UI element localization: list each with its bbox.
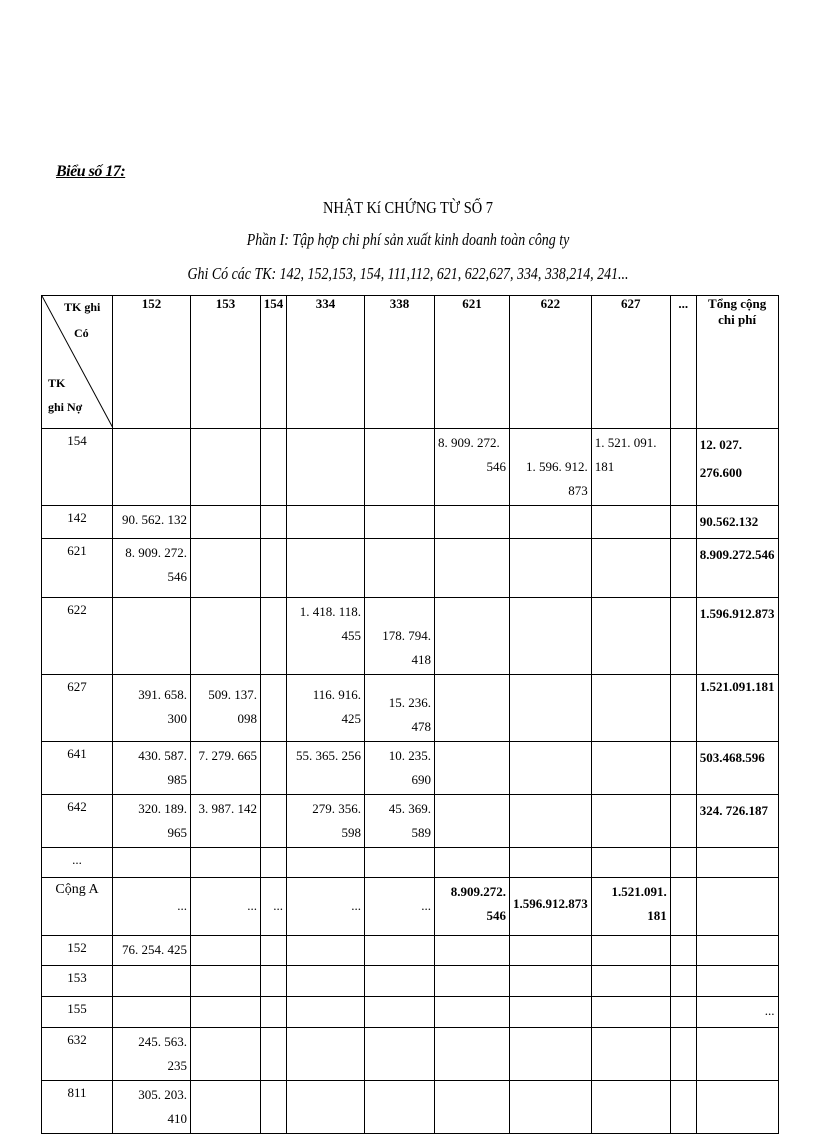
col-header-622: 622 bbox=[510, 296, 592, 429]
corner-debit-top: TK bbox=[48, 376, 66, 390]
corner-credit-top: TK ghi bbox=[64, 300, 101, 314]
cell: ... bbox=[261, 878, 287, 936]
cell: 430. 587. 985 bbox=[113, 742, 191, 795]
table-row bbox=[42, 539, 779, 598]
cell: 8. 909. 272. 546 bbox=[435, 429, 510, 506]
row-account: 142 bbox=[42, 506, 113, 539]
row-account: 627 bbox=[42, 675, 113, 742]
row-account: ... bbox=[42, 848, 113, 878]
cell: 509. 137. 098 bbox=[191, 675, 261, 742]
row-account: 621 bbox=[42, 539, 113, 598]
row-account: 154 bbox=[42, 429, 113, 506]
cell: 245. 563. 235 bbox=[113, 1028, 191, 1081]
table-row bbox=[42, 742, 779, 795]
row-account: 642 bbox=[42, 795, 113, 848]
table-row bbox=[42, 1028, 779, 1081]
header-row bbox=[42, 296, 779, 429]
row-total: 503.468.596 bbox=[696, 742, 778, 795]
cell: 90. 562. 132 bbox=[113, 506, 191, 539]
corner-debit-bottom: ghi Nợ bbox=[48, 400, 83, 414]
table-row bbox=[42, 675, 779, 742]
journal-subtitle: Phần I: Tập hợp chi phí sản xuất kinh doanh toàn công ty bbox=[246, 230, 570, 249]
cell: 1. 596. 912. 873 bbox=[510, 429, 592, 506]
col-header-621: 621 bbox=[435, 296, 510, 429]
cell: 15. 236. 478 bbox=[365, 675, 435, 742]
cell: 1. 418. 118. 455 bbox=[287, 598, 365, 675]
cell: 305. 203. 410 bbox=[113, 1081, 191, 1134]
col-header-334: 334 bbox=[287, 296, 365, 429]
row-total: 90.562.132 bbox=[696, 506, 778, 539]
journal-title: NHẬT Kí CHỨNG TỪ SỐ 7 bbox=[322, 198, 493, 217]
row-total: 1.596.912.873 bbox=[696, 598, 778, 675]
col-header-154: 154 bbox=[261, 296, 287, 429]
cell: 178. 794. 418 bbox=[365, 598, 435, 675]
cell: 279. 356. 598 bbox=[287, 795, 365, 848]
row-account: 153 bbox=[42, 966, 113, 997]
credit-accounts-line: Ghi Có các TK: 142, 152,153, 154, 111,112, 621, 622,627, 334, 338,214, 241... bbox=[187, 264, 629, 283]
table-row bbox=[42, 936, 779, 966]
row-total: 12. 027. 276.600 bbox=[696, 429, 778, 506]
table-row bbox=[42, 997, 779, 1028]
row-account: 152 bbox=[42, 936, 113, 966]
col-header-152: 152 bbox=[113, 296, 191, 429]
col-header-total: Tổng cộng chi phí bbox=[696, 296, 778, 429]
table-row bbox=[42, 1081, 779, 1134]
cell: 10. 235. 690 bbox=[365, 742, 435, 795]
form-label: Biểu số 17: bbox=[56, 163, 126, 180]
table-row bbox=[42, 598, 779, 675]
col-header-338: 338 bbox=[365, 296, 435, 429]
cell: 7. 279. 665 bbox=[191, 742, 261, 795]
table-row-subtotal bbox=[42, 878, 779, 936]
row-total: 8.909.272.546 bbox=[696, 539, 778, 598]
corner-header bbox=[42, 296, 113, 429]
cell: ... bbox=[191, 878, 261, 936]
row-account: Cộng A bbox=[42, 878, 113, 936]
cell: ... bbox=[696, 997, 778, 1028]
cell: 320. 189. 965 bbox=[113, 795, 191, 848]
journal-table bbox=[41, 295, 779, 1134]
row-account: 641 bbox=[42, 742, 113, 795]
row-total: 324. 726.187 bbox=[696, 795, 778, 848]
cell: 116. 916. 425 bbox=[287, 675, 365, 742]
row-account: 155 bbox=[42, 997, 113, 1028]
col-header-627: 627 bbox=[591, 296, 670, 429]
row-account: 811 bbox=[42, 1081, 113, 1134]
table-row bbox=[42, 506, 779, 539]
table-row bbox=[42, 795, 779, 848]
cell: 8.909.272. 546 bbox=[435, 878, 510, 936]
cell: ... bbox=[365, 878, 435, 936]
cell: 391. 658. 300 bbox=[113, 675, 191, 742]
table-row bbox=[42, 966, 779, 997]
row-account: 632 bbox=[42, 1028, 113, 1081]
cell: 76. 254. 425 bbox=[113, 936, 191, 966]
cell: 1.596.912.873 bbox=[510, 878, 592, 936]
cell: 55. 365. 256 bbox=[287, 742, 365, 795]
col-header-153: 153 bbox=[191, 296, 261, 429]
col-header-ellipsis: ... bbox=[670, 296, 696, 429]
cell: ... bbox=[287, 878, 365, 936]
cell: ... bbox=[113, 878, 191, 936]
corner-credit-bottom: Có bbox=[74, 326, 89, 340]
row-account: 622 bbox=[42, 598, 113, 675]
cell: 8. 909. 272. 546 bbox=[113, 539, 191, 598]
table-row bbox=[42, 848, 779, 878]
cell: 1. 521. 091. 181 bbox=[591, 429, 670, 506]
cell: 45. 369. 589 bbox=[365, 795, 435, 848]
cell: 1.521.091. 181 bbox=[591, 878, 670, 936]
cell: 3. 987. 142 bbox=[191, 795, 261, 848]
table-row bbox=[42, 429, 779, 506]
row-total: 1.521.091.181 bbox=[696, 675, 778, 742]
